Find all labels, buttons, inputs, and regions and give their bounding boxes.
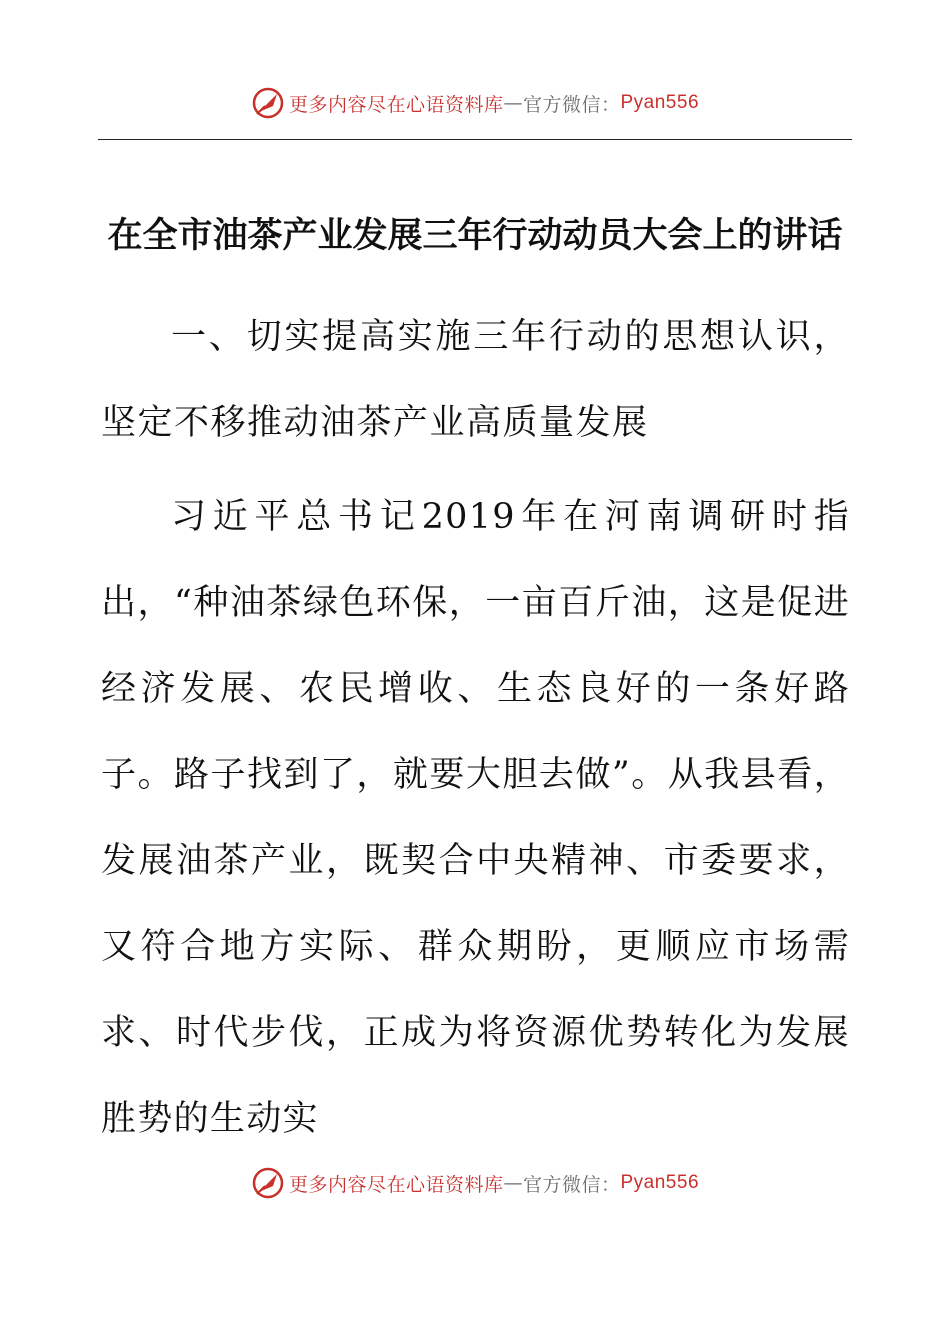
header-divider xyxy=(98,139,852,140)
body-paragraph-text: 习近平总书记2019年在河南调研时指出，“种油茶绿色环保，一亩百斤油，这是促进经济发展、农民增收、生态良好的一条好路子。路子找到了，就要大胆去做”。从我县看，发展油茶产业，既契合中央精神、市委要求，又符合地方实际、群众期盼，更顺应市场需求、时代步伐，正成为将资源优势转化为发展胜势的生动实 xyxy=(101,497,850,1139)
banner-wechat-label: 官方微信： xyxy=(522,1173,621,1196)
banner-separator: — xyxy=(503,92,523,114)
quill-pen-logo-icon xyxy=(251,86,285,120)
body-paragraph xyxy=(101,474,850,1162)
banner-wechat-label: 官方微信： xyxy=(522,93,621,116)
banner-text: 更多内容尽在心语资料库 xyxy=(288,93,504,116)
banner-wechat-id: Pyan556 xyxy=(620,92,700,113)
document-title: 在全市油茶产业发展三年行动动员大会上的讲话 xyxy=(107,216,843,256)
footer-banner xyxy=(0,1166,950,1200)
banner-text: 更多内容尽在心语资料库 xyxy=(288,1173,504,1196)
header-banner xyxy=(0,86,950,120)
quill-pen-logo-icon xyxy=(251,1166,285,1200)
banner-wechat-id: Pyan556 xyxy=(620,1172,700,1193)
section-heading xyxy=(101,294,850,466)
section-heading-text: 一、切实提高实施三年行动的思想认识，坚定不移推动油茶产业高质量发展 xyxy=(101,317,850,443)
banner-separator: — xyxy=(503,1172,523,1194)
